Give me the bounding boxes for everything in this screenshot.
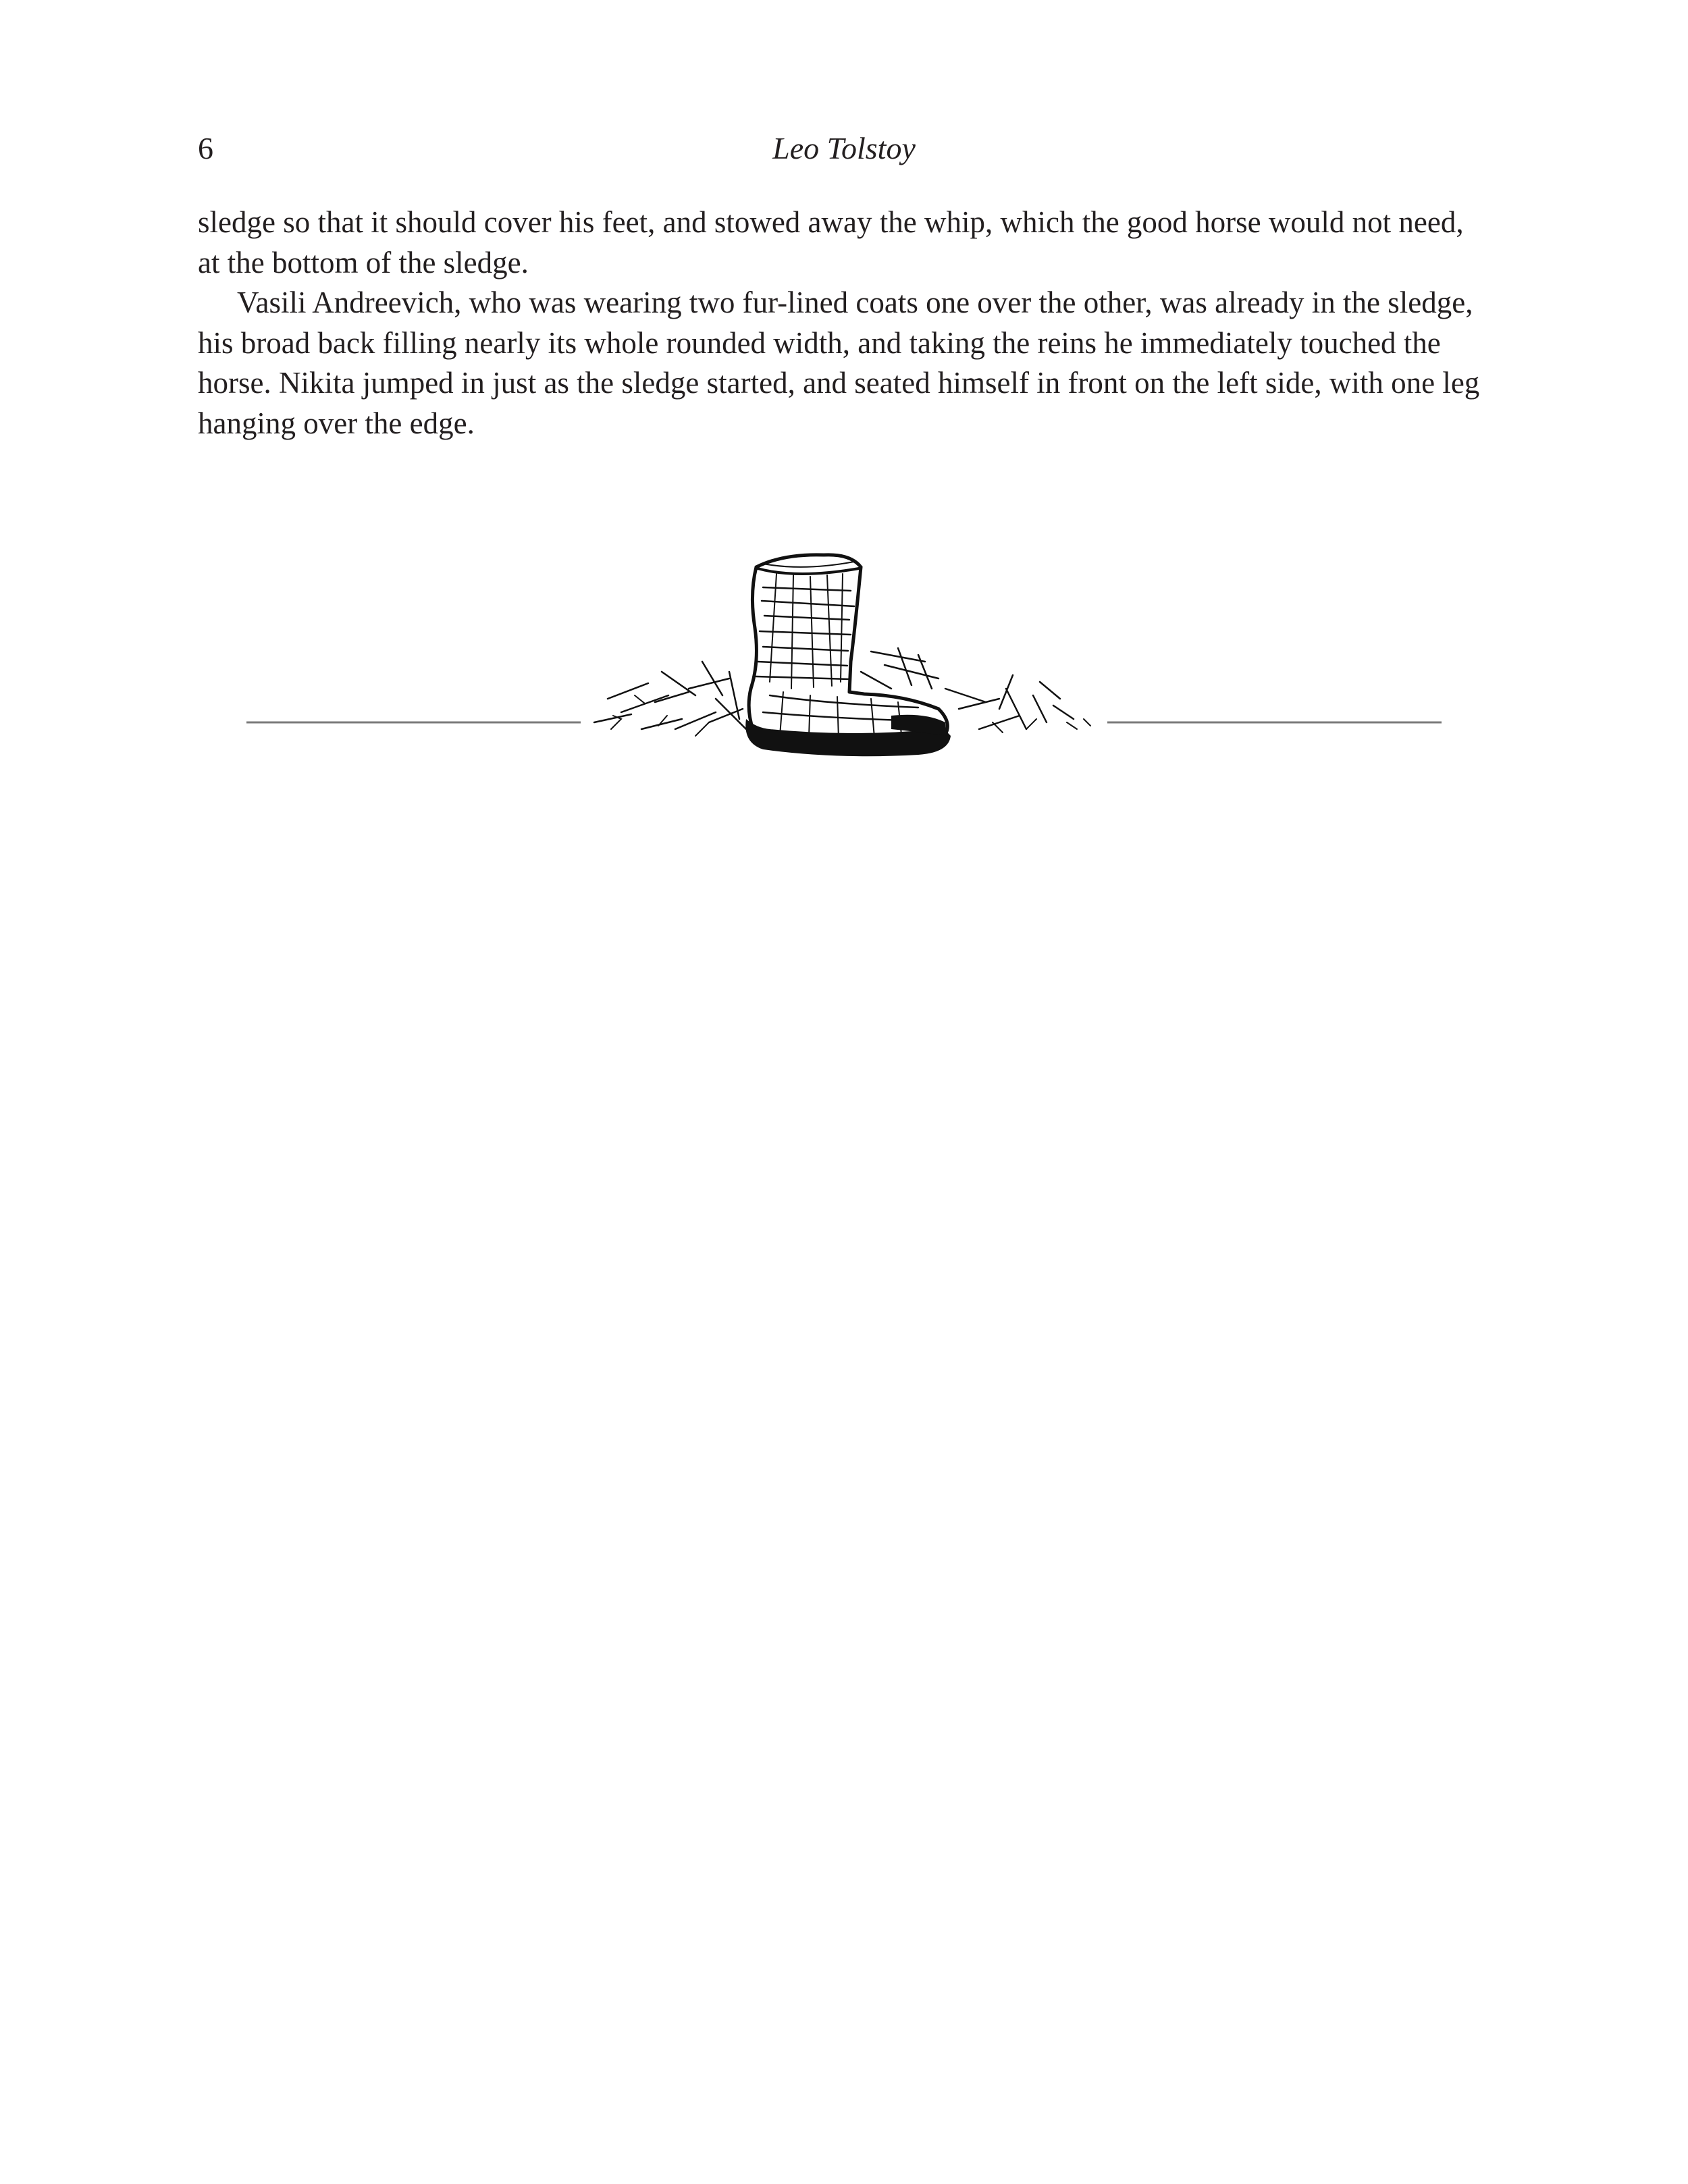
paragraph-continued: sledge so that it should cover his feet, and stowed away the whip, which the good horse would not need, at the bottom of the sledge. — [198, 205, 1464, 279]
felt-boot-in-straw-icon — [594, 555, 1090, 741]
running-head: Leo Tolstoy — [772, 131, 916, 165]
paragraph: Vasili Andreevich, who was wearing two fur-lined coats one over the other, was already in the sledge, his broad back filling nearly its whole rounded width, and taking the reins he immediately touched the horse. Nikita jumped in just as the sledge started, and seated himself in front on the left side, with one leg hanging over the edge. — [198, 286, 1480, 440]
page-number: 6 — [198, 131, 213, 165]
body-text — [198, 203, 1484, 444]
section-ornament — [243, 527, 1445, 770]
